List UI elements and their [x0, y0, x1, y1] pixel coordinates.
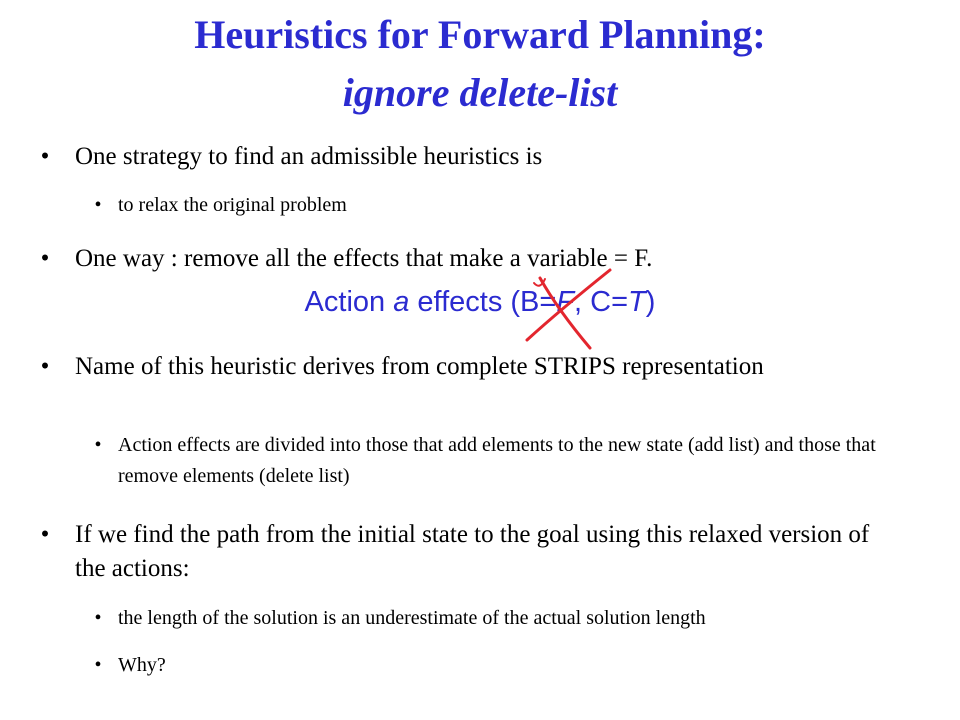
bullet-dot: • — [94, 654, 102, 676]
bullet-dot: • — [40, 245, 50, 272]
bullet-dot: • — [94, 607, 102, 629]
bullet-dot: • — [40, 143, 50, 170]
strike-mark-slash — [527, 270, 610, 340]
sub-bullet-1-text: to relax the original problem — [118, 194, 347, 216]
slide-title: Heuristics for Forward Planning: — [194, 12, 766, 57]
sub-bullet-3-text: the length of the solution is an underestimate of the actual solution length — [118, 607, 706, 629]
effect-b: B — [520, 286, 540, 318]
bullet-1-text: One strategy to find an admissible heuristics is — [75, 143, 543, 170]
bullet-dot: • — [94, 194, 102, 216]
bullet-dot: • — [40, 521, 50, 548]
action-var: a — [393, 286, 410, 318]
action-prefix: Action — [304, 286, 394, 318]
effect-f: F — [556, 286, 575, 318]
effect-eq1: = — [539, 286, 557, 318]
bullet-dot: • — [40, 353, 50, 380]
action-mid: effects ( — [409, 286, 521, 318]
effect-eq2: = — [611, 286, 629, 318]
bullet-dot: • — [94, 434, 102, 456]
bullet-2-text: One way : remove all the effects that make a variable = F. — [75, 245, 653, 272]
sub-bullet-4-text: Why? — [118, 654, 166, 676]
sub-bullet-2-text: Action effects are divided into those that add elements to the new state (add list) and those that remove elements (delete list) — [118, 434, 876, 487]
action-close: ) — [645, 286, 656, 318]
bullet-4-text: If we find the path from the initial state to the goal using this relaxed version of the actions: — [75, 521, 870, 582]
effect-sep: , C — [574, 286, 612, 318]
effect-t: T — [628, 286, 646, 318]
slide-subtitle: ignore delete-list — [342, 70, 618, 115]
bullet-3-text: Name of this heuristic derives from complete STRIPS representation — [75, 353, 764, 380]
strike-mark-cross — [540, 278, 590, 348]
